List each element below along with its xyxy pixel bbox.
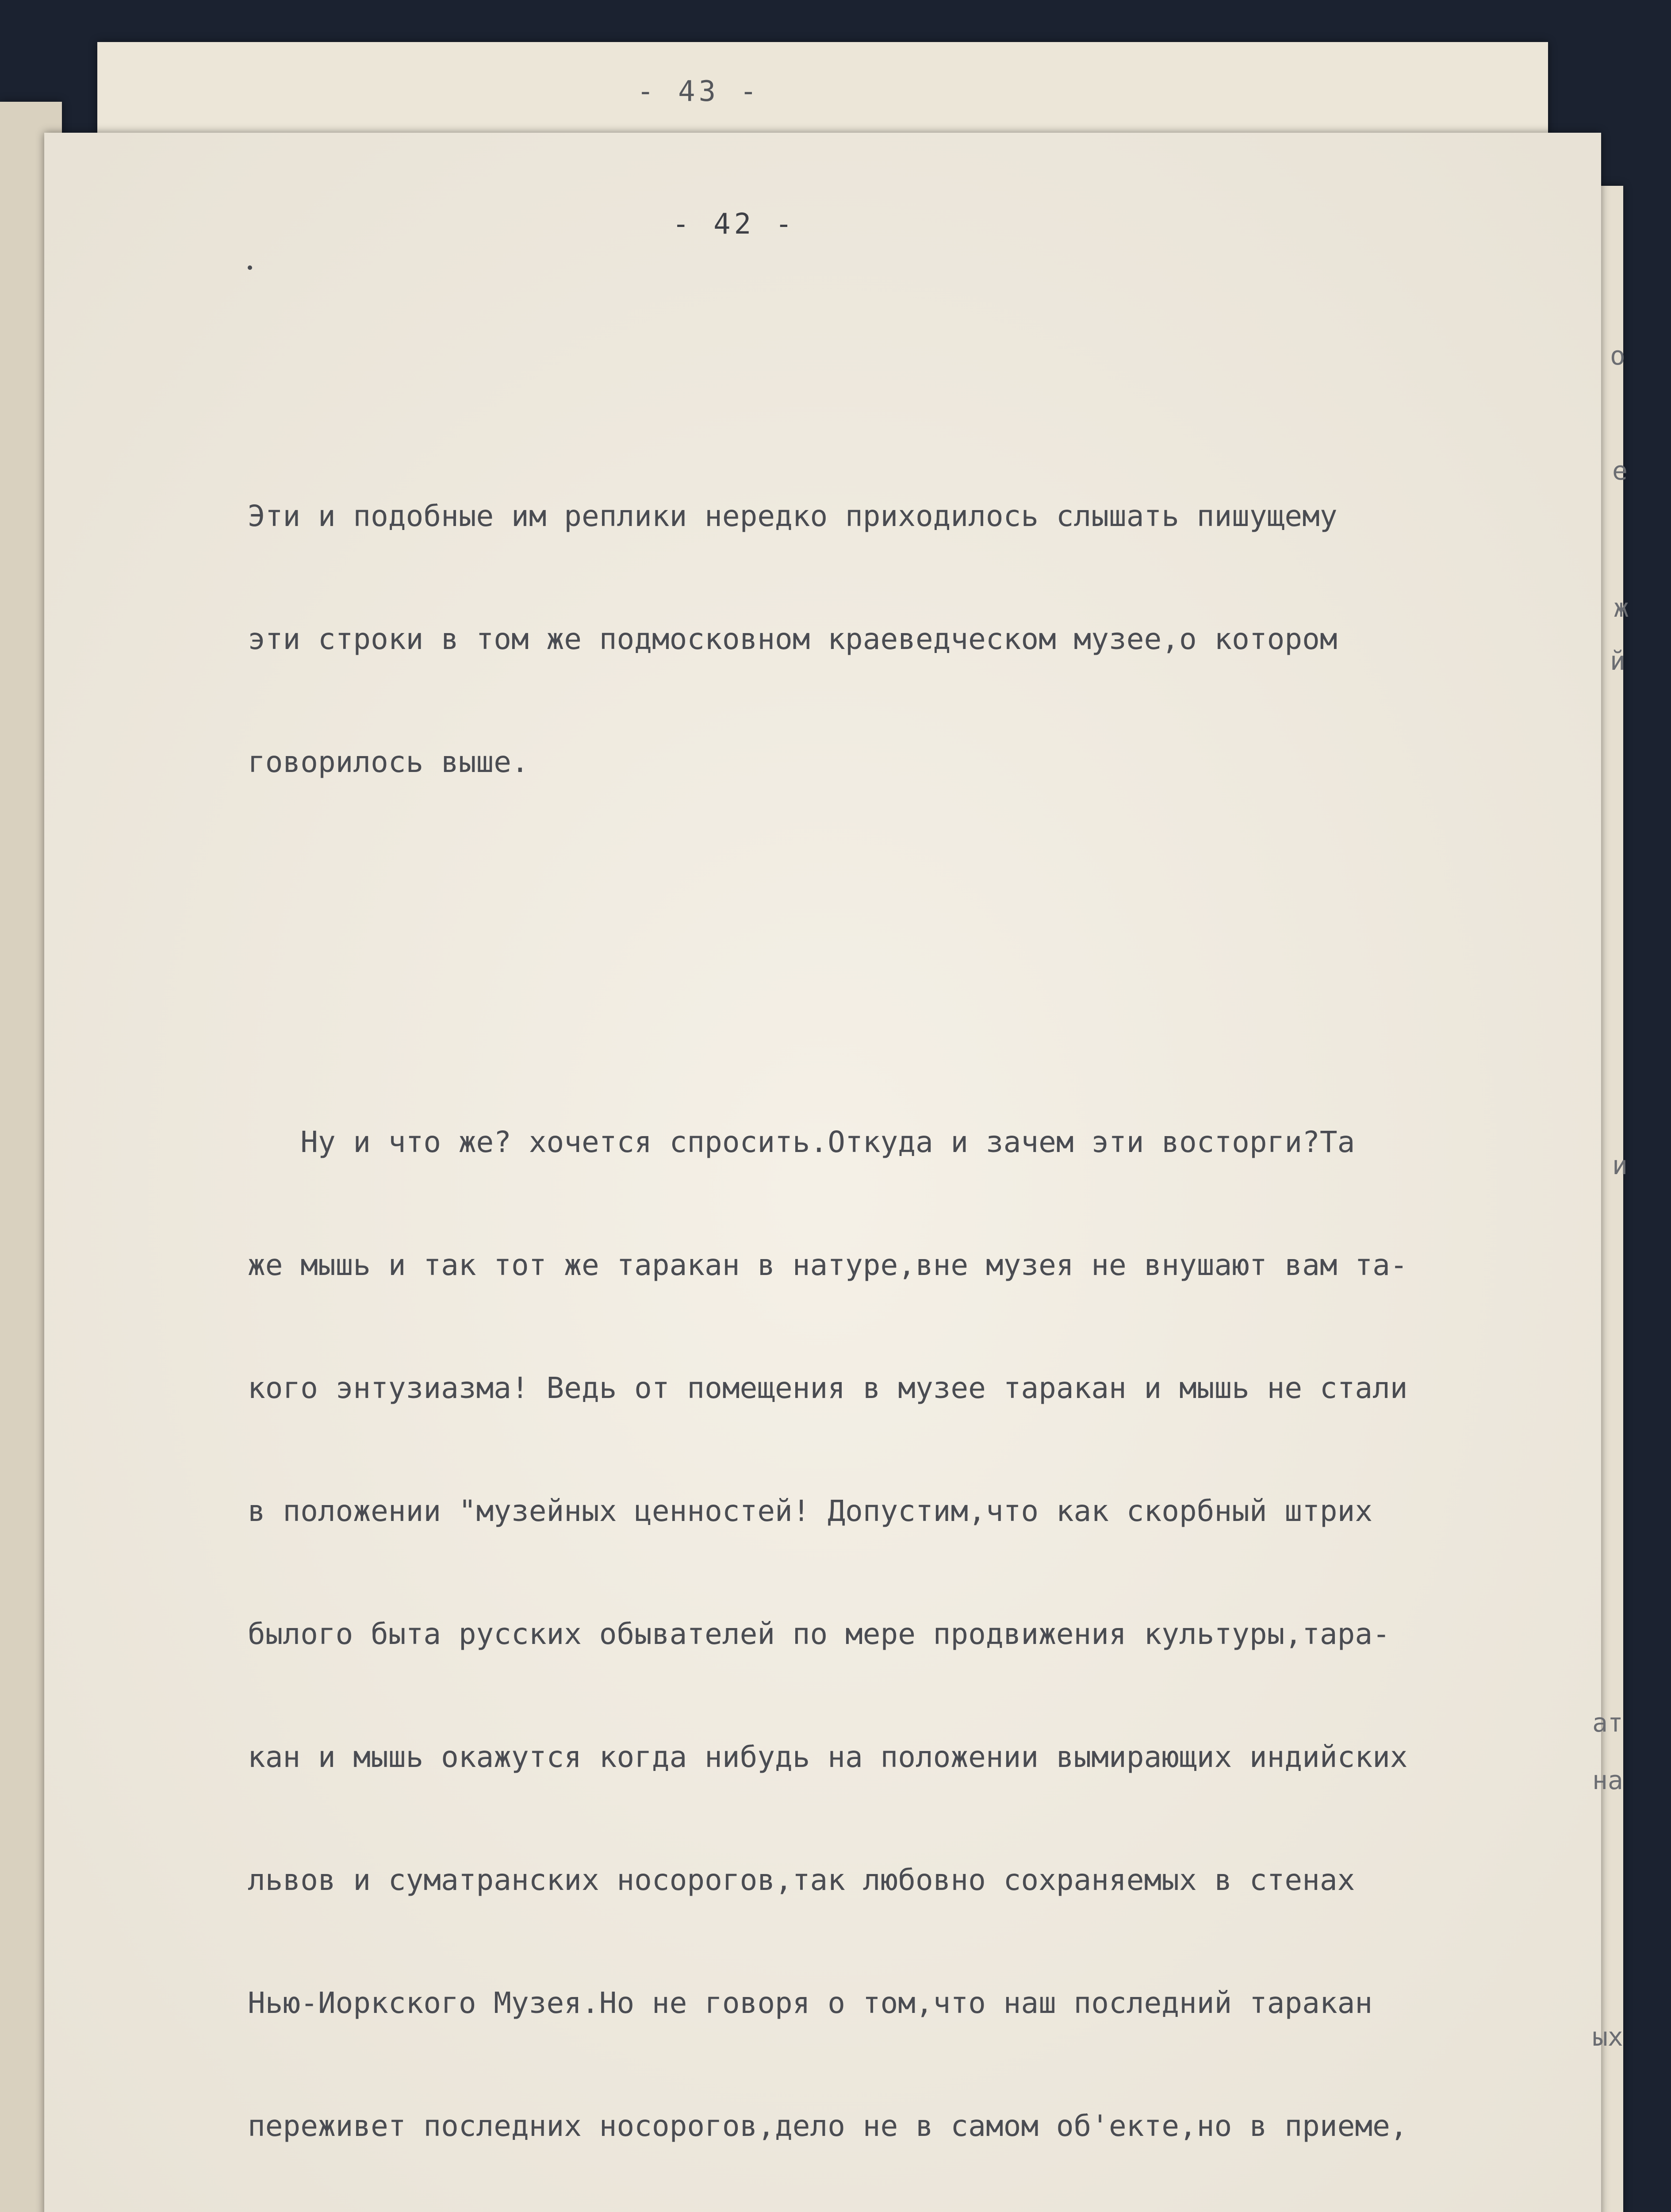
margin-fragment: й xyxy=(1610,646,1625,676)
text-line: Ну и что же? хочется спросить.Откуда и зачем эти восторги?Та xyxy=(248,1125,1355,1159)
text-line: в положении "музейных ценностей! Допустим,что как скорбный штрих xyxy=(248,1494,1373,1528)
paragraph xyxy=(248,1050,1557,2212)
page-number: - 42 - xyxy=(672,208,796,241)
margin-fragment: на xyxy=(1592,1765,1623,1795)
text-line: львов и суматранских носорогов,так любовно сохраняемых в стенах xyxy=(248,1863,1355,1897)
text-line: кого энтузиазма! Ведь от помещения в музее таракан и мышь не стали xyxy=(248,1371,1408,1405)
text-line: Нью-Иоркского Музея.Но не говоря о том,что наш последний таракан xyxy=(248,1986,1373,2020)
margin-fragment: ат xyxy=(1592,1708,1623,1738)
text-line: же мышь и так тот же таракан в натуре,вне музея не внушают вам та- xyxy=(248,1248,1408,1282)
text-line: говорилось выше. xyxy=(248,745,529,779)
text-line: эти строки в том же подмосковном краеведческом музее,о котором xyxy=(248,622,1338,656)
margin-fragment: е xyxy=(1612,456,1628,486)
margin-fragment: ж xyxy=(1614,593,1629,623)
text-line: былого быта русских обывателей по мере продвижения культуры,тара- xyxy=(248,1617,1390,1651)
text-line: кан и мышь окажутся когда нибудь на положении вымирающих индийских xyxy=(248,1740,1408,1774)
paragraph xyxy=(248,424,1557,916)
margin-fragment: и xyxy=(1612,1150,1628,1180)
ink-dot xyxy=(248,265,252,270)
typewritten-body xyxy=(248,301,1557,2212)
margin-fragment: ых xyxy=(1592,2022,1623,2052)
text-line: Эти и подобные им реплики нередко приходилось слышать пишущему xyxy=(248,499,1338,533)
margin-fragment: о xyxy=(1610,341,1625,371)
text-line: переживет последних носорогов,дело не в самом об'екте,но в приеме, xyxy=(248,2109,1408,2143)
back-page-number: - 43 - xyxy=(637,75,761,108)
